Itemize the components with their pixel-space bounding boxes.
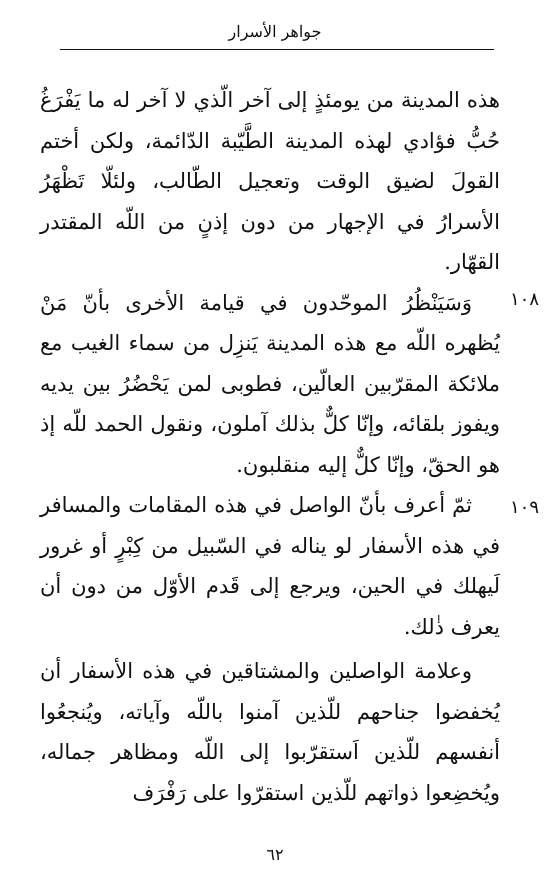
verse-number-109: ١٠٩ [510,497,540,518]
paragraph: وَسَيَنْظُرُ الموحّدون في قيامة الأخرى بأنّ مَنْ يُظهره اللّه مع هذه المدينة يَنزِل من سماء الغيب مع ملائكة المقرّبين العالّين، فطوبى لمن يَحْضُرُ بين يديه ويفوز بلقائه، وإنّا كلٌّ بذلك آملون، ونقول الحمد للّه إذ هو الحقّ، وإنّا كلٌّ إليه منقلبون. [40,290,500,477]
verse-number-108: ١٠٨ [510,289,540,310]
paragraph: ثمّ أعرف بأنّ الواصل في هذه المقامات والمسافر في هذه الأسفار لو يناله في السّبيل من كِبْرٍ أو غرور لَيهلك في الحين، ويرجع إلى قَدم الأوّل من دون أن يعرف ذٰلك. [40,493,500,639]
header-rule [60,49,494,50]
page-number: ٦٢ [266,845,284,864]
paragraph: وعلامة الواصلين والمشتاقين في هذه الأسفار أن يُخفضوا جناحهم للّذين آمنوا باللّه وآياته، ويُنجعُوا أنفسهم للّذين اَستقرّبوا إلى اللّه ومظاهر جماله، ويُخضِعوا ذواتهم للّذين استقرّوا على رَفْرَف [40,659,500,805]
running-head: جواهر الأسرار [228,22,322,41]
paragraph: هذه المدينة من يومئذٍ إلى آخر الّذي لا آخر له ما يَفْرَغُ حُبُّ فؤادي لهذه المدينة الطَّيّبة الدّائمة، ولكن أختم القولَ لضيق الوقت وتعجيل الطّالب، ولئلّا تَظْهَرُ الأسرارُ في الإجهار من دون إذنٍ من اللّه المقتدر القهّار. [40,88,500,274]
body-text [40,80,500,813]
